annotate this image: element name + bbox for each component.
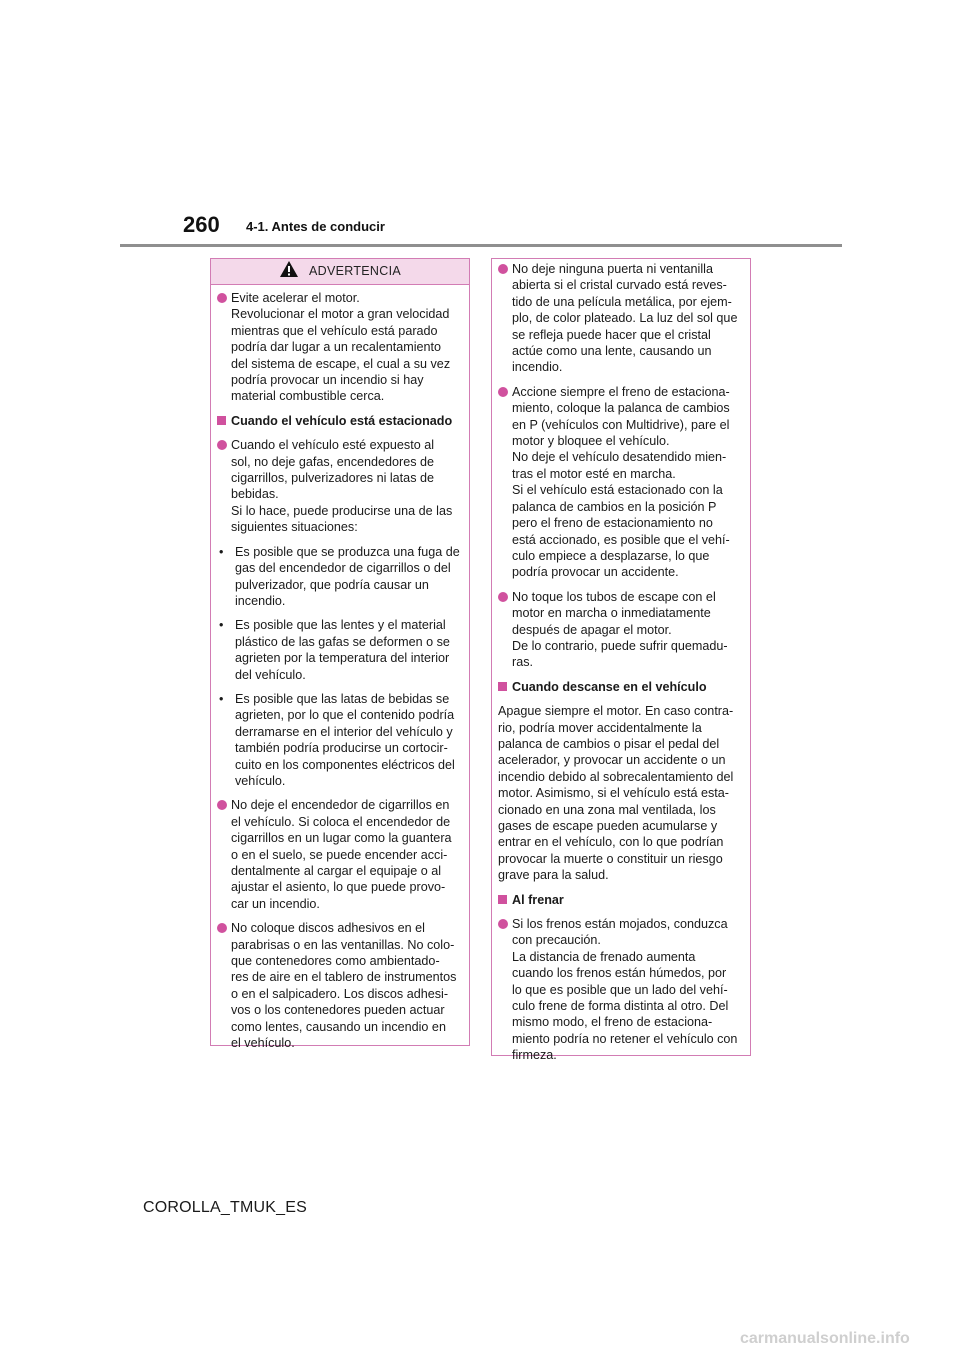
right-info-box (491, 258, 751, 1063)
bullet-text: No deje el encendedor de cigarrillos en el vehículo. Si coloca el encendedor de cigarrillos en un lugar como la guantera o en el suelo, se puede encender acci- dentalmente al cargar el equipaje o al ajustar el asiento, lo que puede provo- car un incendio. (231, 798, 452, 911)
subsection-heading (498, 892, 744, 908)
warning-triangle-icon (279, 260, 299, 282)
bullet-marker (217, 437, 231, 535)
sub-bullet-mark: • (219, 691, 224, 706)
document-code: COROLLA_TMUK_ES (143, 1199, 307, 1216)
bullet-text: No coloque discos adhesivos en el parabrisas o en las ventanillas. No colo- que contenedores como ambientado- res de aire en el tablero de instrumentos o en el salpicadero. Los discos adhesi- vos o los contenedores pueden actuar como lentes, causando un incendio en el vehículo. (231, 921, 457, 1051)
sub-list-text: Es posible que las lentes y el material plástico de las gafas se deformen o se agrieten por la temperatura del interior del vehículo. (235, 618, 450, 682)
round-bullet-icon (498, 919, 508, 929)
bullet-marker (217, 413, 231, 429)
warning-header (211, 259, 469, 285)
bullet-marker (498, 384, 512, 581)
bullet-marker (498, 589, 512, 671)
bullet-item (498, 589, 744, 671)
square-bullet-icon (217, 416, 226, 425)
round-bullet-icon (498, 264, 508, 274)
bullet-text: Si los frenos están mojados, conduzca con precaución. La distancia de frenado aumenta cuando los frenos están húmedos, por lo que es posible que un lado del vehí- culo frene de forma distinta al otro. Del mismo modo, el freno de estaciona- miento podría no retener el vehículo con firmeza. (512, 917, 738, 1063)
bullet-item (217, 797, 463, 912)
bullet-marker (498, 261, 512, 376)
bullet-item (498, 384, 744, 581)
sub-list-text: Es posible que se produzca una fuga de gas del encendedor de cigarrillos o del pulverizador, que podría causar un incendio. (235, 544, 460, 608)
warning-title: ADVERTENCIA (309, 264, 401, 279)
round-bullet-icon (217, 440, 227, 450)
sub-list-item (217, 691, 463, 789)
paragraph: Apague siempre el motor. En caso contra- rio, podría mover accidentalmente la palanca de cambios o pisar el pedal del acelerador, y provocar un accidente o un incendio debido al sobrecalentamiento del motor. Asimismo, si el vehículo está esta- cionado en una zona mal ventilada, los gases de escape pueden acumularse y entrar en el vehículo, con lo que podrían provocar la muerte o constituir un riesgo grave para la salud. (498, 704, 734, 883)
round-bullet-icon (498, 592, 508, 602)
bullet-marker (498, 679, 512, 695)
sub-list-item (217, 617, 463, 683)
square-bullet-icon (498, 895, 507, 904)
bullet-marker (217, 797, 231, 912)
sub-list-item (217, 544, 463, 610)
bullet-marker (217, 920, 231, 1051)
bullet-item (217, 920, 463, 1051)
section-title: 4-1. Antes de conducir (246, 219, 385, 234)
round-bullet-icon (217, 293, 227, 303)
bullet-marker (217, 290, 231, 405)
round-bullet-icon (217, 923, 227, 933)
subsection-heading (498, 679, 744, 695)
bullet-item (217, 437, 463, 535)
bullet-item (217, 290, 463, 405)
heading-text: Al frenar (512, 892, 564, 907)
subsection-heading (217, 413, 463, 429)
round-bullet-icon (498, 387, 508, 397)
bullet-text: Evite acelerar el motor. Revolucionar el motor a gran velocidad mientras que el vehículo está parado podría dar lugar a un recalentamiento del sistema de escape, el cual a su vez podría provocar un incendio si hay material combustible cerca. (231, 291, 451, 404)
warning-box (210, 258, 470, 1051)
warning-body (211, 285, 469, 1051)
heading-text: Cuando descanse en el vehículo (512, 679, 707, 694)
bullet-marker (498, 892, 512, 908)
square-bullet-icon (498, 682, 507, 691)
watermark: carmanualsonline.info (740, 1330, 910, 1347)
bullet-text: Cuando el vehículo esté expuesto al sol, no deje gafas, encendedores de cigarrillos, pulverizadores ni latas de bebidas. Si lo hace, puede producirse una de las siguientes situaciones: (231, 438, 453, 535)
bullet-text: No deje ninguna puerta ni ventanilla abierta si el cristal curvado está reves- tido de una película metálica, por ejem- plo, de color plateado. La luz del sol que se refleja puede hacer que el cristal actúe como una lente, causando un incendio. (512, 262, 738, 375)
sub-bullet-mark: • (219, 618, 224, 633)
sub-list-text: Es posible que las latas de bebidas se agrieten, por lo que el contenido podría derramarse en el interior del vehículo y también podría producirse un cortocir- cuito en los componentes eléctricos del vehículo. (235, 691, 455, 788)
bullet-item (498, 261, 744, 376)
bullet-text: No toque los tubos de escape con el motor en marcha o inmediatamente después de apagar el motor. De lo contrario, puede sufrir quemadu- ras. (512, 589, 728, 670)
bullet-text: Accione siempre el freno de estaciona- miento, coloque la palanca de cambios en P (vehículos con Multidrive), pare el motor y bloquee el vehículo. No deje el vehículo desatendido mien- tras el motor esté en marcha. Si el vehículo está estacionado con la palanca de cambios en la posición P pero el freno de estacionamiento no está accionado, es posible que el vehí- culo empiece a desplazarse, lo que podría provocar un accidente. (512, 384, 730, 580)
heading-text: Cuando el vehículo está estacionado (231, 413, 453, 428)
round-bullet-icon (217, 800, 227, 810)
bullet-item (498, 916, 744, 1064)
header-divider (120, 244, 842, 247)
sub-bullet-mark: • (219, 544, 224, 559)
page-number: 260 (183, 212, 220, 237)
bullet-marker (498, 916, 512, 1064)
